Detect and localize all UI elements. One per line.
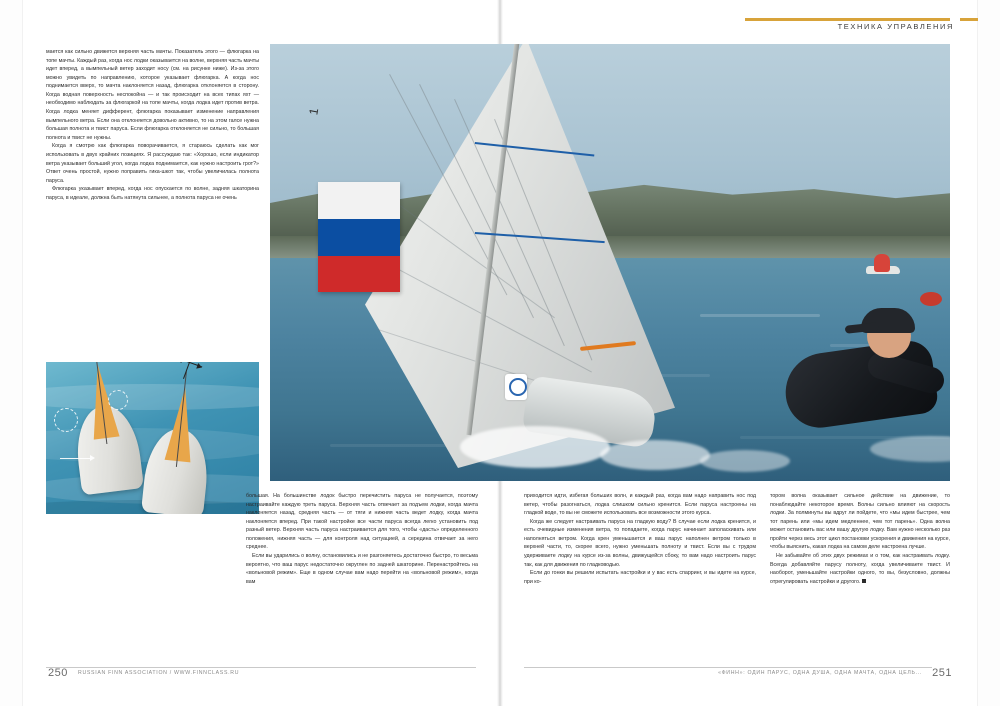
footer-rule-left — [46, 667, 476, 668]
paragraph: приходится идти, избегая больших волн, и каждый раз, когда вам надо направить нос под ветер, чтобы разогнаться, лодка слишком сильно кренится. Если паруса настроены на гладкой воде, то вы не сможете использовать все возможности этого курса. — [524, 493, 756, 517]
sail-number: 1 — [306, 105, 322, 117]
diagram-wind-vane-icon — [172, 362, 203, 383]
body-column-2 — [524, 492, 756, 586]
paragraph: Когда же следует настраивать паруса на гладкую воду? В случае если лодка кренится, и есть очевидные изменения ветра, то попадаете, когда парус начинает заполаскивать или наполняться ветром. Когда крен уменьшается и ваш парус наполнен ветром только в верхней части, то, скорее всего, нужно уменьшать полноту и твист. Если вы с трудом удерживаете лодку на курсе из-за волны, движущейся сбоку, то вам надо настроить парус так, как для движения по гладководью. — [524, 518, 756, 568]
body-column-3 — [770, 492, 950, 586]
footer-note-right: «ФИНН»: ОДИН ПАРУС, ОДНА ДУША, ОДНА МАЧТА, ОДНА ЦЕЛЬ... — [718, 670, 922, 676]
vane-stem — [183, 362, 190, 379]
bow-spray — [460, 426, 610, 468]
sticker-ring-icon — [509, 378, 527, 396]
flag-stripe-blue — [318, 219, 400, 255]
page-right-margin — [977, 0, 1000, 706]
paragraph: Когда я смотрю как флюгарка поворачивается, я стараюсь сделать как мог использовать в двух крайних позициях. Я рассуждаю так: «Хорошо, если индикатор ветра указывает больший угол, когда лодка поднимается, как нужно настроить грот?» Ответ очень простой, нужно поправить гика-шкот так, чтобы увеличилась полнота паруса. — [46, 143, 259, 184]
section-header-title: ТЕХНИКА УПРАВЛЕНИЯ — [837, 22, 954, 31]
header-rule-right — [960, 18, 978, 21]
vane-tip-left — [176, 362, 183, 363]
wake-spray — [700, 450, 790, 472]
end-of-article-mark — [862, 579, 866, 583]
paragraph: большая. На большинстве лодок быстро перечистить паруса не получается, поэтому настраивайте каждую треть паруса. Верхняя часть отвечает за подъем лодки, когда мачта наклоняется назад, средняя часть — от тяги и нижняя часть ведет лодку, когда мачта наклоняется вперед. При такой настройке все части паруса всегда легко установить под разный ветер. Верхняя часть паруса настраивается для того, чтобы «дасть» определенного положения, нижняя часть — для контроля над ситуацией, а середина отвечает за него среднее. — [246, 493, 478, 551]
footer-rule-right — [524, 667, 932, 668]
distant-sailor — [874, 254, 890, 272]
diagram-callout-circle — [54, 408, 78, 432]
paragraph: Флюгарка указывает вперед, когда нос опускается по волне, задняя шкаторина паруса, в идеале, должна быть натянута сильнее, а полнота паруса не очень — [46, 186, 259, 201]
flag-stripe-white — [318, 182, 400, 219]
footer-note-left: RUSSIAN FINN ASSOCIATION / WWW.FINNCLASS.RU — [78, 670, 240, 676]
wind-vane-diagram — [46, 362, 259, 514]
diagram-arrow-head — [90, 455, 95, 461]
paragraph: тором волна оказывает сильное действие на движение, то понаблюдайте некоторое время. Волны сильно влияют на скорость лодки. За полминуты вы вдруг ли пойдете, что «мы идем быстрее, чем тот парень или «мы идем медленнее, чем тот парень». Одна волна может остановить вас или вашу другую лодку. Вам нужно несколько раз пройти через весь этот цикл постановки ускорения и движения на курсе, чтобы выяснить, какая лодка на самом деле настроена лучше. — [770, 493, 950, 551]
sailing-photo — [270, 44, 950, 481]
paragraph-text: Не забывайте об этих двух режимах и о том, как настраивать лодку. Всегда добавляйте парусу полноту, когда увеличиваете твист. И наоборот, уменьшайте настройки одного, то вы, безусловно, должны отрегулировать настройки и другого. — [770, 553, 950, 585]
diagram-callout-circle — [108, 390, 128, 410]
flag-stripe-red — [318, 256, 400, 292]
paragraph: Если до гонки вы решили испытать настройки и у вас есть спарринг, и вы идете на курсе, при ко- — [524, 570, 756, 585]
body-column-left-top — [46, 48, 259, 202]
bow-spray — [600, 440, 710, 470]
vane-tip-right — [196, 363, 203, 370]
header-rule-left — [745, 18, 950, 21]
body-column-1 — [246, 492, 478, 586]
paragraph — [770, 552, 950, 586]
class-sticker — [505, 374, 527, 400]
sailor-cap — [861, 308, 915, 333]
paragraph: мается как сильно движется верхняя часть мачты. Показатель этого — флюгарка на топе мачты. Каждый раз, когда нос лодки оказывается на волне, верхняя часть мачты идет вперед, а вымпельный ветер заходит носу (см. на рисунке ниже). Из-за этого можно увидеть по направлению, которое указывает флюгарка. А когда нос поднимается вверх, то мачта наклоняется назад, флюгарка отклоняется в сторону. Когда водная поверхность неспокойна — и так происходит на всех типах яхт — необходимо наблюдать за флюгаркой на топе мачты, когда лодка идет против ветра. Когда лодка меняет дифферент, флюгарка показывает изменение направления вымпельного ветра. Если она отклоняется довольно активно, то на этом галсе нужна большая полнота и твист паруса. Если флюгарка отклоняется не сильно, то большая полнота и твист не нужны. — [46, 49, 259, 141]
russian-flag-icon — [318, 182, 400, 292]
sailor — [775, 302, 950, 452]
page-left-margin — [0, 0, 23, 706]
diagram-wave — [46, 384, 259, 410]
diagram-arrow — [60, 458, 90, 459]
page-number-right: 251 — [932, 667, 952, 679]
page-number-left: 250 — [48, 667, 68, 679]
paragraph: Если вы ударились о волну, остановились и не разгоняетесь достаточно быстро, то весьма вероятно, что ваш парус недостаточно округлен по задней шкаторине. Перенастройтесь на «вольновой режим». Еще в одном случае вам надо перейти на «вольновой режим», когда вам — [246, 553, 478, 585]
